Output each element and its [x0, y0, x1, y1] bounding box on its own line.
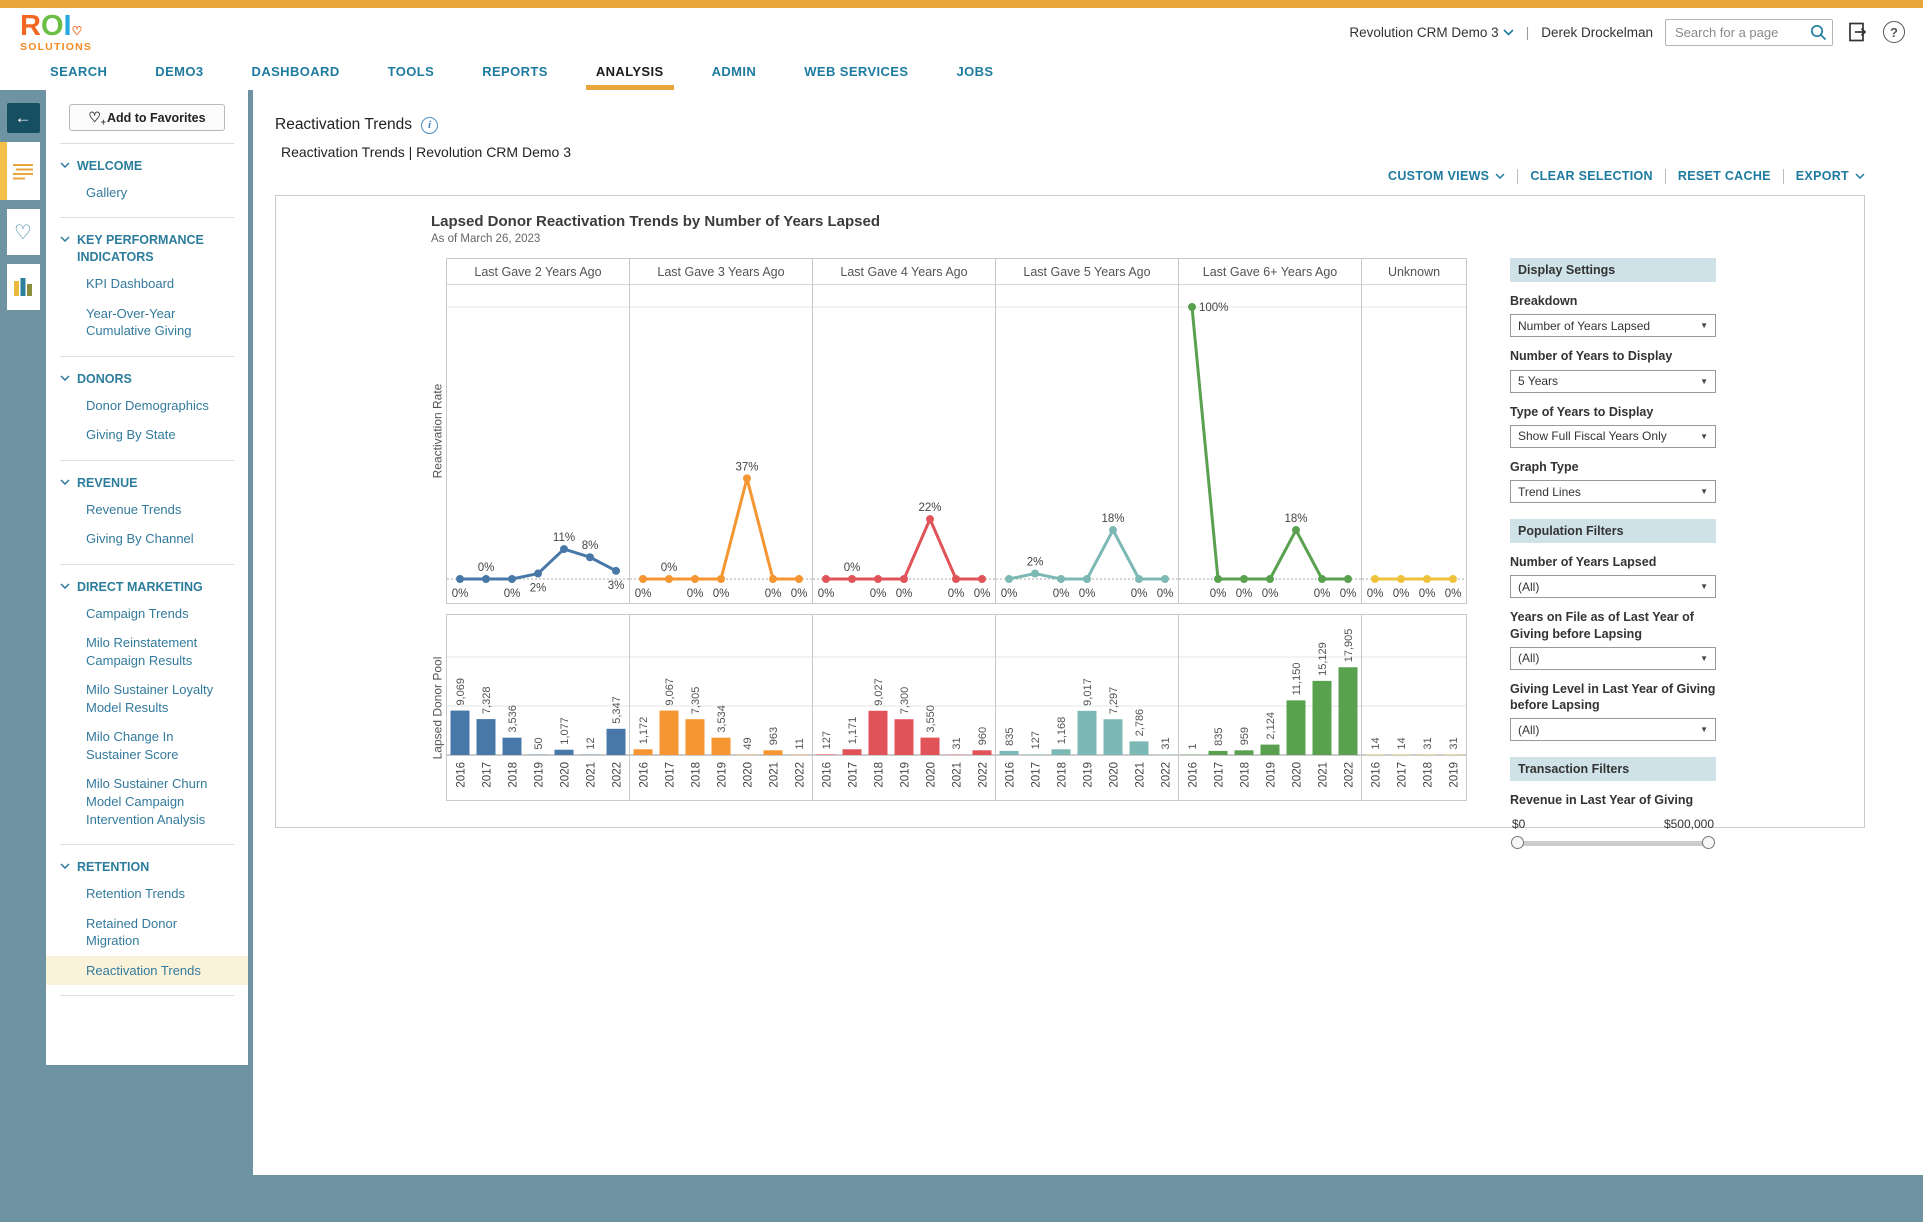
svg-text:0%: 0%: [1366, 588, 1384, 600]
dropdown-graph-type[interactable]: [1510, 480, 1716, 503]
settings-panel: [1510, 258, 1716, 851]
svg-text:0%: 0%: [1130, 588, 1148, 600]
svg-text:3%: 3%: [607, 579, 625, 592]
sidebar-divider: [60, 217, 234, 218]
slider-track: [1517, 841, 1709, 846]
sidebar-divider: [60, 356, 234, 357]
svg-text:2017: 2017: [1030, 762, 1043, 788]
svg-text:2017: 2017: [847, 762, 860, 788]
dropdown-years-on-file-as-of-last-year-of-giving-before-lapsing[interactable]: [1510, 647, 1716, 670]
svg-text:2017: 2017: [1213, 762, 1226, 788]
nav-item-demo3[interactable]: DEMO3: [155, 64, 204, 79]
svg-text:0%: 0%: [1444, 588, 1462, 600]
toolbar-custom-views[interactable]: [1388, 169, 1505, 183]
svg-text:0%: 0%: [660, 562, 678, 574]
trend-panel-svg: [1179, 285, 1361, 603]
sidebar-divider: [60, 995, 234, 996]
settings-section-header: Transaction Filters: [1510, 757, 1716, 781]
reactivation-rate-axis-label: [428, 258, 446, 604]
bar-panel-svg: [996, 615, 1178, 800]
environment-selector[interactable]: [1349, 25, 1513, 40]
toolbar-clear-selection[interactable]: [1530, 169, 1653, 183]
svg-text:0%: 0%: [1052, 588, 1070, 600]
svg-text:3,534: 3,534: [716, 705, 728, 733]
svg-text:0%: 0%: [503, 588, 521, 600]
svg-text:2016: 2016: [1187, 762, 1200, 788]
dropdown-arrow-icon: ▼: [1700, 725, 1708, 735]
svg-text:0%: 0%: [947, 588, 965, 600]
sidebar-item-milo-sustainer-churn-model-campaign-intervention-analysis[interactable]: Milo Sustainer Churn Model Campaign Intervention Analysis: [86, 776, 208, 827]
add-to-favorites-button[interactable]: [69, 104, 225, 131]
svg-text:2021: 2021: [951, 762, 964, 788]
environment-name: Revolution CRM Demo 3: [1349, 24, 1499, 40]
svg-text:0%: 0%: [712, 588, 730, 600]
svg-text:2016: 2016: [821, 762, 834, 788]
help-icon[interactable]: ?: [1883, 21, 1905, 43]
svg-text:11,150: 11,150: [1291, 662, 1303, 696]
settings-field-label: Type of Years to Display: [1510, 404, 1654, 419]
chevron-down-icon: [60, 375, 70, 381]
dropdown-value: Number of Years Lapsed: [1518, 318, 1651, 333]
bar-panel-svg: [447, 615, 629, 800]
svg-text:7,328: 7,328: [481, 686, 493, 715]
svg-text:2020: 2020: [742, 762, 755, 788]
svg-text:0%: 0%: [477, 562, 495, 574]
svg-text:2020: 2020: [1291, 762, 1304, 788]
sidebar-section-title[interactable]: [58, 472, 236, 495]
sidebar-section-title[interactable]: [58, 155, 236, 178]
roi-solutions-logo: [20, 9, 93, 53]
svg-text:14: 14: [1396, 737, 1408, 750]
svg-text:2019: 2019: [899, 762, 912, 788]
svg-text:2016: 2016: [638, 762, 651, 788]
bar-panel: [630, 614, 813, 801]
bar-panel-svg: [630, 615, 812, 800]
toolbar: [275, 164, 1865, 188]
svg-text:18%: 18%: [1284, 513, 1308, 526]
nav-item-dashboard[interactable]: DASHBOARD: [251, 64, 340, 79]
settings-field-label: Number of Years to Display: [1510, 349, 1673, 364]
search-icon[interactable]: [1810, 24, 1827, 41]
main-content: [253, 90, 1923, 1175]
dropdown-arrow-icon: ▼: [1700, 653, 1708, 663]
svg-text:2021: 2021: [1134, 762, 1147, 788]
nav-item-web-services[interactable]: WEB SERVICES: [804, 64, 909, 79]
chart-subtitle: As of March 26, 2023: [431, 233, 541, 245]
bar-panel: [1362, 614, 1467, 801]
svg-text:0%: 0%: [1078, 588, 1096, 600]
sidebar-item-year-over-year-cumulative-giving[interactable]: Year-Over-Year Cumulative Giving: [86, 305, 192, 339]
contents-tab-icon[interactable]: [7, 142, 40, 200]
dropdown-arrow-icon: ▼: [1700, 431, 1708, 441]
svg-text:2018: 2018: [690, 762, 703, 788]
svg-text:31: 31: [951, 737, 963, 750]
bar-panel: [996, 614, 1179, 801]
svg-text:2022: 2022: [1160, 762, 1173, 788]
svg-text:0%: 0%: [686, 588, 704, 600]
svg-text:5,347: 5,347: [611, 696, 623, 724]
svg-text:9,067: 9,067: [664, 678, 676, 706]
page-subtitle: Reactivation Trends | Revolution CRM Demo 3: [281, 144, 571, 160]
svg-text:0%: 0%: [634, 588, 652, 600]
panel-header-label: Last Gave 4 Years Ago: [813, 259, 995, 285]
report-sidebar: [46, 90, 248, 1065]
svg-text:2017: 2017: [481, 762, 494, 788]
bar-chart-icon: [14, 278, 32, 296]
slider-handle-max[interactable]: [1702, 836, 1715, 849]
panel-header-label: Last Gave 6+ Years Ago: [1179, 259, 1361, 285]
svg-text:15,129: 15,129: [1317, 642, 1329, 676]
svg-text:31: 31: [1448, 737, 1460, 750]
svg-text:2016: 2016: [1370, 762, 1383, 788]
slider-min-label: $0: [1512, 816, 1526, 831]
slider-minmax-labels: [1512, 817, 1714, 831]
svg-text:2021: 2021: [1317, 762, 1330, 788]
svg-text:835: 835: [1213, 727, 1225, 746]
svg-text:31: 31: [1160, 737, 1172, 750]
dropdown-value: Show Full Fiscal Years Only: [1518, 429, 1667, 444]
sidebar-divider: [60, 460, 234, 461]
svg-text:2018: 2018: [1239, 762, 1252, 788]
toolbar-separator: [1783, 169, 1784, 184]
svg-text:2022: 2022: [611, 762, 624, 788]
panel-header-label: Unknown: [1362, 259, 1466, 285]
nav-item-tools[interactable]: TOOLS: [387, 64, 435, 79]
svg-text:2017: 2017: [664, 762, 677, 788]
svg-text:0%: 0%: [843, 562, 861, 574]
bar-panel: [446, 614, 630, 801]
svg-text:7,300: 7,300: [899, 686, 911, 715]
sidebar-item-gallery[interactable]: Gallery: [86, 184, 128, 200]
sidebar-section-label: REVENUE: [77, 475, 138, 490]
sidebar-section: [58, 849, 236, 991]
dropdown-giving-level-in-last-year-of-giving-before-lapsing[interactable]: [1510, 718, 1716, 741]
svg-text:14: 14: [1370, 737, 1382, 750]
sidebar-section: [58, 148, 236, 213]
svg-text:127: 127: [821, 731, 833, 750]
svg-text:2022: 2022: [977, 762, 990, 788]
bar-panel: [813, 614, 996, 801]
slider-handle-min[interactable]: [1511, 836, 1524, 849]
svg-text:2018: 2018: [1056, 762, 1069, 788]
chevron-down-icon: [60, 479, 70, 485]
svg-text:100%: 100%: [1199, 302, 1229, 314]
page-title: Reactivation Trends: [275, 116, 412, 133]
list-icon: [13, 163, 33, 180]
svg-text:2016: 2016: [1004, 762, 1017, 788]
trend-row: [428, 258, 1467, 604]
svg-text:0%: 0%: [451, 588, 469, 600]
sidebar-section-title[interactable]: [58, 368, 236, 391]
svg-text:0%: 0%: [817, 588, 835, 600]
user-name: Derek Drockelman: [1541, 24, 1653, 40]
logo-solutions-text: SOLUTIONS: [20, 40, 93, 53]
trend-panel: [446, 258, 630, 604]
sidebar-section-label: DIRECT MARKETING: [77, 579, 203, 594]
toolbar-separator: [1665, 169, 1666, 184]
settings-section-header: Population Filters: [1510, 519, 1716, 543]
toolbar-label: EXPORT: [1795, 169, 1849, 183]
chevron-down-icon: [60, 162, 70, 168]
toolbar-export[interactable]: [1796, 169, 1865, 183]
sidebar-collapse-button[interactable]: ←: [7, 103, 40, 133]
svg-text:2,124: 2,124: [1265, 712, 1277, 740]
search-input[interactable]: [1665, 19, 1833, 46]
svg-text:835: 835: [1004, 727, 1016, 746]
svg-text:0%: 0%: [895, 588, 913, 600]
svg-text:2%: 2%: [1026, 556, 1044, 569]
sidebar-section-title[interactable]: [58, 229, 236, 269]
charts-tab-icon[interactable]: [7, 264, 40, 310]
sidebar-section-label: KEY PERFORMANCE INDICATORS: [77, 233, 204, 265]
svg-text:0%: 0%: [1339, 588, 1357, 600]
toolbar-label: RESET CACHE: [1677, 169, 1771, 183]
trend-panel: [1362, 258, 1467, 604]
svg-text:2018: 2018: [873, 762, 886, 788]
svg-text:2,786: 2,786: [1134, 708, 1146, 737]
sidebar-item-retained-donor-migration[interactable]: Retained Donor Migration: [86, 915, 178, 949]
trend-panel-svg: [1362, 285, 1466, 603]
revenue-range-slider[interactable]: [1511, 835, 1715, 851]
chart-title: Lapsed Donor Reactivation Trends by Number of Years Lapsed: [431, 213, 881, 230]
app-header: [0, 8, 1923, 56]
sidebar-section: [58, 222, 236, 351]
sidebar-divider: [60, 143, 234, 144]
nav-item-admin[interactable]: ADMIN: [711, 64, 757, 79]
favorites-tab-icon[interactable]: [7, 209, 40, 255]
main-nav: [0, 56, 1923, 90]
svg-text:17,905: 17,905: [1343, 628, 1355, 663]
svg-text:2021: 2021: [768, 762, 781, 788]
svg-text:2016: 2016: [455, 762, 468, 788]
svg-text:1,172: 1,172: [638, 716, 650, 745]
sidebar-section-label: RETENTION: [77, 860, 150, 875]
chevron-down-icon: [60, 863, 70, 869]
svg-text:2021: 2021: [585, 762, 598, 788]
svg-text:9,027: 9,027: [873, 678, 885, 706]
svg-text:11%: 11%: [552, 532, 576, 545]
svg-text:1,171: 1,171: [847, 716, 859, 745]
svg-text:2019: 2019: [716, 762, 729, 788]
lapsed-donor-pool-axis-label: [428, 614, 446, 801]
bar-panel-svg: [813, 615, 995, 800]
axis-label-text: Reactivation Rate: [430, 383, 444, 479]
trend-panel-svg: [996, 285, 1178, 603]
bar-panel-svg: [1362, 615, 1466, 800]
chart-card: [275, 195, 1865, 831]
panel-header-label: Last Gave 5 Years Ago: [996, 259, 1178, 285]
logout-icon[interactable]: [1845, 19, 1871, 45]
settings-field-label: Giving Level in Last Year of Giving before Lapsing: [1510, 681, 1716, 712]
svg-text:2019: 2019: [533, 762, 546, 788]
header-divider: |: [1525, 24, 1530, 40]
svg-text:0%: 0%: [790, 588, 808, 600]
dropdown-arrow-icon: ▼: [1700, 376, 1708, 386]
svg-text:8%: 8%: [581, 540, 599, 553]
svg-text:1,077: 1,077: [559, 717, 571, 745]
sidebar-section: [58, 465, 236, 560]
sidebar-item-milo-change-in-sustainer-score[interactable]: Milo Change In Sustainer Score: [86, 729, 179, 762]
trend-panel: [1179, 258, 1362, 604]
svg-text:0%: 0%: [1235, 588, 1253, 600]
svg-text:0%: 0%: [764, 588, 782, 600]
heart-plus-icon: ♡ +: [88, 109, 106, 127]
svg-text:18%: 18%: [1101, 513, 1125, 526]
axis-label-text: Lapsed Donor Pool: [430, 656, 444, 759]
svg-text:1: 1: [1187, 743, 1199, 750]
sidebar-divider: [60, 844, 234, 845]
logo-heart-icon: ♡: [71, 23, 83, 38]
sidebar-item-revenue-trends[interactable]: Revenue Trends: [86, 501, 182, 517]
dropdown-breakdown[interactable]: [1510, 314, 1716, 337]
dropdown-value: (All): [1518, 579, 1540, 594]
settings-field-label: Breakdown: [1510, 294, 1578, 308]
svg-text:2020: 2020: [925, 762, 938, 788]
svg-text:37%: 37%: [735, 461, 759, 474]
sidebar-section-title[interactable]: [58, 856, 236, 879]
panel-header-label: Last Gave 2 Years Ago: [447, 259, 629, 285]
svg-text:2020: 2020: [559, 762, 572, 788]
settings-section-header: Display Settings: [1510, 258, 1716, 282]
trend-panel-svg: [447, 285, 629, 603]
settings-field-label: Years on File as of Last Year of Giving before Lapsing: [1510, 610, 1694, 641]
toolbar-label: CLEAR SELECTION: [1530, 169, 1653, 183]
trend-panel-svg: [630, 285, 812, 603]
sidebar-item-kpi-dashboard[interactable]: KPI Dashboard: [86, 276, 175, 292]
sidebar-item-retention-trends[interactable]: Retention Trends: [86, 885, 186, 901]
bar-panel-svg: [1179, 615, 1361, 800]
svg-text:2018: 2018: [1422, 762, 1435, 788]
svg-text:49: 49: [742, 737, 754, 750]
svg-text:3,550: 3,550: [925, 705, 937, 733]
dropdown-number-of-years-lapsed[interactable]: [1510, 575, 1716, 598]
dropdown-value: 5 Years: [1518, 374, 1559, 388]
svg-text:9,017: 9,017: [1082, 678, 1094, 706]
svg-text:2019: 2019: [1265, 762, 1278, 788]
info-icon[interactable]: i: [421, 117, 438, 134]
svg-text:2022: 2022: [1343, 762, 1356, 788]
dropdown-value: Trend Lines: [1518, 484, 1581, 499]
svg-text:2019: 2019: [1082, 762, 1095, 788]
nav-item-jobs[interactable]: JOBS: [956, 64, 994, 79]
svg-text:2%: 2%: [529, 582, 547, 595]
top-accent-bar: [0, 0, 1923, 8]
dropdown-arrow-icon: ▼: [1700, 321, 1708, 331]
svg-text:1,168: 1,168: [1056, 716, 1068, 745]
dropdown-value: (All): [1518, 722, 1540, 737]
slider-max-label: $500,000: [1663, 816, 1714, 831]
toolbar-label: CUSTOM VIEWS: [1388, 169, 1490, 183]
svg-text:0%: 0%: [869, 588, 887, 600]
svg-text:0%: 0%: [1000, 588, 1018, 600]
sidebar-divider: [60, 564, 234, 565]
sidebar-item-campaign-trends[interactable]: Campaign Trends: [86, 605, 189, 621]
dropdown-arrow-icon: ▼: [1700, 487, 1708, 496]
dropdown-number-of-years-to-display[interactable]: [1510, 370, 1716, 393]
chevron-down-icon: [60, 236, 70, 242]
sidebar-item-giving-by-channel[interactable]: Giving By Channel: [86, 531, 194, 547]
chevron-down-icon: [1495, 173, 1505, 179]
sidebar-item-milo-reinstatement-campaign-results[interactable]: Milo Reinstatement Campaign Results: [86, 635, 198, 668]
nav-item-reports[interactable]: REPORTS: [482, 64, 548, 79]
svg-text:0%: 0%: [1156, 588, 1174, 600]
trend-panel-svg: [813, 285, 995, 603]
svg-text:127: 127: [1030, 731, 1042, 750]
trend-panel: [630, 258, 813, 604]
heart-icon: ♡: [14, 221, 32, 244]
svg-text:11: 11: [794, 738, 806, 750]
sidebar-item-reactivation-trends[interactable]: Reactivation Trends: [46, 956, 248, 986]
toolbar-separator: [1517, 169, 1518, 184]
chevron-down-icon: [1503, 29, 1514, 36]
sidebar-section: [58, 569, 236, 840]
settings-field-label: Graph Type: [1510, 459, 1579, 474]
page-search: [1665, 19, 1833, 46]
svg-text:2019: 2019: [1448, 762, 1461, 788]
toolbar-reset-cache[interactable]: [1678, 169, 1771, 183]
svg-text:0%: 0%: [1261, 588, 1279, 600]
nav-item-search[interactable]: SEARCH: [50, 64, 108, 79]
nav-item-analysis[interactable]: ANALYSIS: [572, 56, 688, 90]
svg-text:0%: 0%: [1209, 588, 1227, 600]
svg-text:960: 960: [977, 726, 989, 746]
svg-text:9,069: 9,069: [455, 678, 467, 706]
dropdown-type-of-years-to-display[interactable]: [1510, 425, 1716, 448]
svg-text:2020: 2020: [1108, 762, 1121, 788]
sidebar-section-label: DONORS: [77, 371, 132, 386]
trend-panel: [996, 258, 1179, 604]
sidebar-item-milo-sustainer-loyalty-model-results[interactable]: Milo Sustainer Loyalty Model Results: [86, 682, 214, 715]
svg-text:959: 959: [1239, 726, 1251, 746]
svg-text:7,305: 7,305: [690, 686, 702, 715]
svg-text:0%: 0%: [973, 588, 991, 600]
chevron-down-icon: [1855, 173, 1865, 179]
sidebar-section: [58, 361, 236, 456]
sidebar-item-donor-demographics[interactable]: Donor Demographics: [86, 397, 209, 413]
logo-roi-text: ROI♡: [20, 9, 83, 42]
svg-text:0%: 0%: [1418, 588, 1436, 600]
pool-row: [428, 614, 1467, 801]
svg-text:31: 31: [1422, 737, 1434, 750]
svg-text:7,297: 7,297: [1108, 686, 1120, 715]
svg-text:2018: 2018: [507, 762, 520, 788]
svg-text:0%: 0%: [1392, 588, 1410, 600]
sidebar-icon-strip: [0, 90, 46, 310]
settings-field-label: Number of Years Lapsed: [1510, 555, 1657, 569]
chevron-down-icon: [60, 583, 70, 589]
svg-text:2017: 2017: [1396, 762, 1409, 788]
sidebar-section-title[interactable]: [58, 576, 236, 599]
sidebar-section-label: WELCOME: [77, 159, 143, 173]
svg-text:963: 963: [768, 726, 780, 746]
dropdown-value: (All): [1518, 651, 1540, 666]
slider-label: Revenue in Last Year of Giving: [1510, 793, 1694, 808]
svg-text:22%: 22%: [918, 502, 942, 515]
svg-text:3,536: 3,536: [507, 705, 519, 733]
panel-header-label: Last Gave 3 Years Ago: [630, 259, 812, 285]
bar-panel: [1179, 614, 1362, 801]
svg-text:0%: 0%: [1313, 588, 1331, 600]
svg-text:12: 12: [585, 737, 597, 750]
dropdown-arrow-icon: ▼: [1700, 582, 1708, 592]
sidebar-item-giving-by-state[interactable]: Giving By State: [86, 427, 176, 443]
add-to-favorites-label: Add to Favorites: [106, 110, 206, 125]
trend-panel: [813, 258, 996, 604]
svg-text:2022: 2022: [794, 762, 807, 788]
svg-text:50: 50: [533, 737, 545, 750]
